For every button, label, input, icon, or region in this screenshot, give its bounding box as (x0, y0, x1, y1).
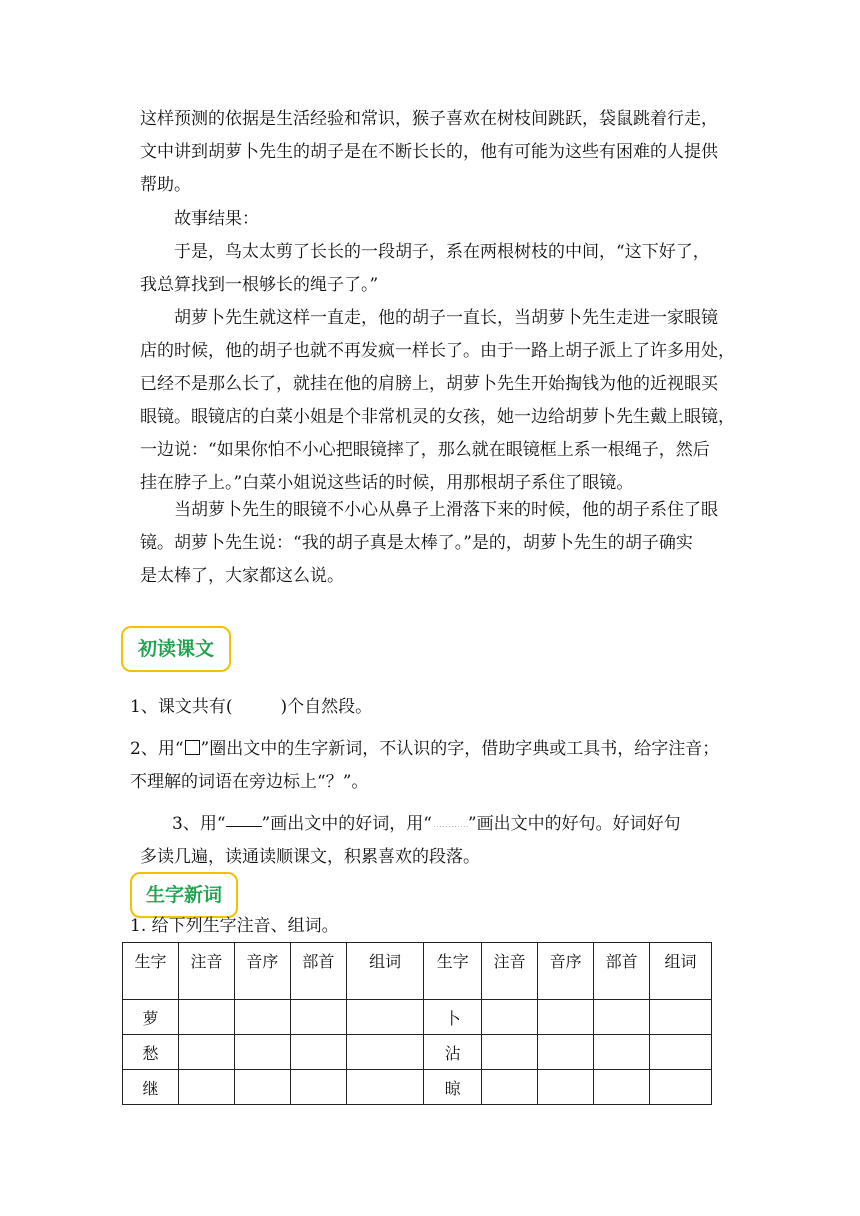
table-cell[interactable] (650, 1070, 712, 1105)
table-header-cell: 音序 (234, 943, 290, 1000)
table-row (123, 1070, 712, 1105)
text-line: 于是，鸟太太剪了长长的一段胡子，系在两根树枝的中间，“这下好了， (174, 242, 710, 262)
new-words-table (122, 942, 712, 1105)
text-line: 文中讲到胡萝卜先生的胡子是在不断长长的，他有可能为这些有困难的人提供 (140, 142, 718, 162)
paragraph (140, 236, 730, 302)
wavy-line-mark-icon (432, 814, 468, 827)
table-cell[interactable] (594, 1000, 650, 1035)
question-2: 2、用“ ”圈出文中的生字新词，不认识的字，借助字典或工具书，给字注音； (130, 739, 720, 759)
table-cell[interactable] (178, 1000, 234, 1035)
section-badge-words: 生字新词 (130, 872, 238, 918)
table-cell[interactable] (594, 1070, 650, 1105)
table-cell: 沾 (424, 1035, 482, 1070)
table-cell: 卜 (424, 1000, 482, 1035)
table-cell[interactable] (594, 1035, 650, 1070)
question-3: 3、用“ ”画出文中的好词，用“ ”画出文中的好句。好词好句 (172, 814, 681, 834)
table-instruction: 1. 给下列生字注音、组词。 (130, 916, 339, 936)
question-1: 1、课文共有( )个自然段。 (130, 697, 373, 717)
table-header-cell: 注音 (482, 943, 538, 1000)
table-cell[interactable] (290, 1000, 346, 1035)
table-cell: 萝 (123, 1000, 179, 1035)
text-line: 当胡萝卜先生的眼镜不小心从鼻子上滑落下来的时候，他的胡子系住了眼 (174, 500, 718, 520)
square-mark-icon (185, 740, 200, 755)
text-line: 故事结果： (174, 209, 259, 229)
table-header-cell: 注音 (178, 943, 234, 1000)
text-line: 一边说：“如果你怕不小心把眼镜摔了，那么就在眼镜框上系一根绳子，然后 (140, 440, 710, 460)
underline-mark-icon (226, 813, 262, 827)
table-cell[interactable] (650, 1035, 712, 1070)
table-header-cell: 部首 (594, 943, 650, 1000)
table-header-cell: 组词 (650, 943, 712, 1000)
table-row (123, 1000, 712, 1035)
table-cell[interactable] (234, 1070, 290, 1105)
text-line: 镜。胡萝卜先生说：“我的胡子真是太棒了。”是的，胡萝卜先生的胡子确实 (140, 533, 693, 553)
table-header-cell: 生字 (123, 943, 179, 1000)
text-line: 胡萝卜先生就这样一直走，他的胡子一直长，当胡萝卜先生走进一家眼镜 (174, 308, 718, 328)
table-header-cell: 组词 (346, 943, 423, 1000)
question-2-cont: 不理解的词语在旁边标上“？”。 (130, 772, 369, 792)
text-line: 挂在脖子上。”白菜小姐说这些话的时候，用那根胡子系住了眼镜。 (140, 473, 634, 493)
table-cell[interactable] (538, 1000, 594, 1035)
table-cell[interactable] (178, 1035, 234, 1070)
table-cell[interactable] (346, 1035, 423, 1070)
table-cell[interactable] (650, 1000, 712, 1035)
table-cell: 愁 (123, 1035, 179, 1070)
table-header-cell: 生字 (424, 943, 482, 1000)
table-row (123, 1035, 712, 1070)
text-line: 眼镜。眼镜店的白菜小姐是个非常机灵的女孩，她一边给胡萝卜先生戴上眼镜， (140, 407, 735, 427)
table-cell[interactable] (234, 1000, 290, 1035)
text-line: 我总算找到一根够长的绳子了。” (140, 275, 379, 295)
table-cell[interactable] (178, 1070, 234, 1105)
paragraph (140, 494, 730, 593)
section-badge-reading: 初读课文 (121, 626, 231, 672)
table-header-row (123, 943, 712, 1000)
table-cell[interactable] (482, 1000, 538, 1035)
table-cell[interactable] (290, 1035, 346, 1070)
text-line: 店的时候，他的胡子也就不再发疯一样长了。由于一路上胡子派上了许多用处， (140, 341, 735, 361)
text-line: 是太棒了，大家都这么说。 (140, 566, 344, 586)
text-line: 帮助。 (140, 175, 191, 195)
text-line: 这样预测的依据是生活经验和常识，猴子喜欢在树枝间跳跃，袋鼠跳着行走， (140, 109, 718, 129)
table-cell[interactable] (482, 1070, 538, 1105)
paragraph (140, 302, 735, 500)
table-header-cell: 部首 (290, 943, 346, 1000)
paragraph (140, 203, 730, 236)
table-cell[interactable] (538, 1070, 594, 1105)
table-header-cell: 音序 (538, 943, 594, 1000)
table-cell[interactable] (346, 1000, 423, 1035)
table-cell: 继 (123, 1070, 179, 1105)
table-cell[interactable] (234, 1035, 290, 1070)
table-cell[interactable] (538, 1035, 594, 1070)
question-3-cont: 多读几遍，读通读顺课文，积累喜欢的段落。 (140, 847, 480, 867)
table-cell[interactable] (290, 1070, 346, 1105)
paragraph (140, 103, 730, 202)
text-line: 已经不是那么长了，就挂在他的肩膀上，胡萝卜先生开始掏钱为他的近视眼买 (140, 374, 718, 394)
table-cell: 晾 (424, 1070, 482, 1105)
table-cell[interactable] (346, 1070, 423, 1105)
table-cell[interactable] (482, 1035, 538, 1070)
